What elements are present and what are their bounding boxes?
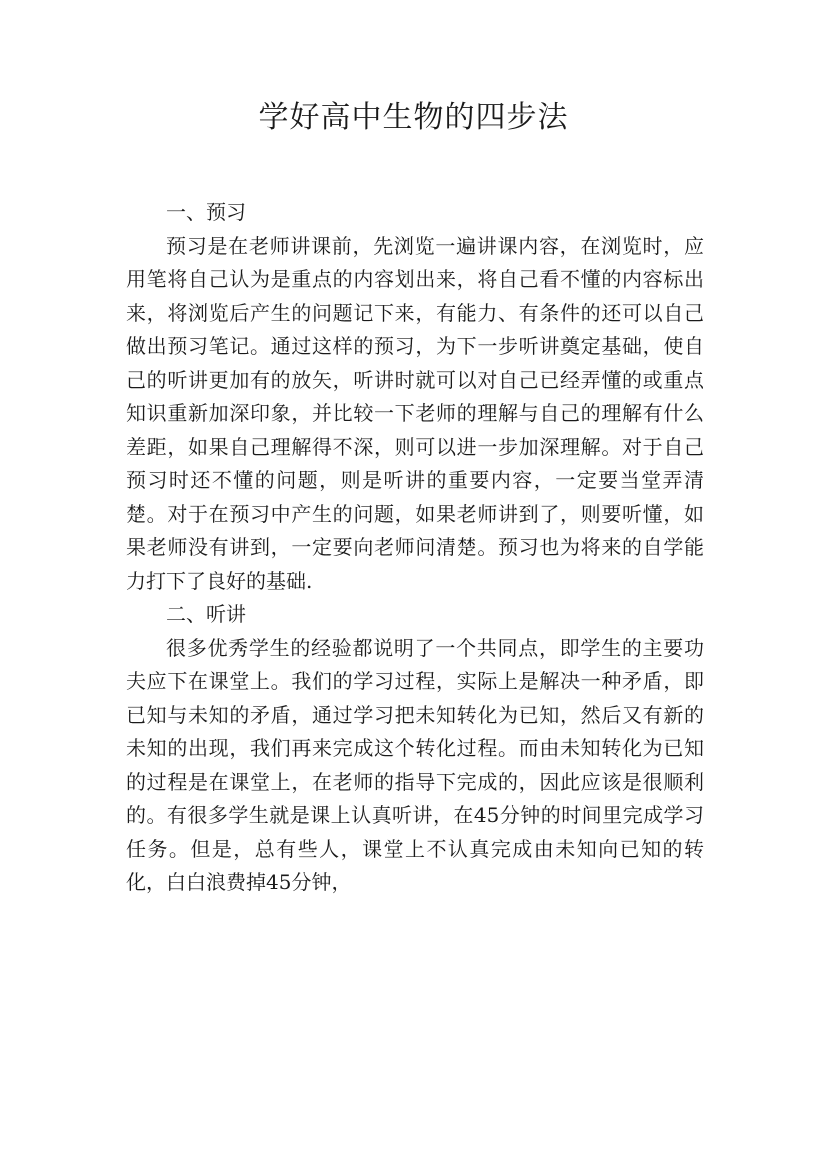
section-heading-preview: 一、预习 [166,200,246,224]
section-paragraph-preview: 预习是在老师讲课前，先浏览一遍讲课内容，在浏览时，应用笔将自己认为是重点的内容划出来，将自己看不懂的内容标出来，将浏览后产生的问题记下来，有能力、有条件的还可以自己做出预习笔记。通过这样的预习，为下一步听讲奠定基础，使自己的听讲更加有的放矢，听讲时就可以对自己已经弄懂的或重点知识重新加深印象，并比较一下老师的理解与自己的理解有什么差距，如果自己理解得不深，则可以进一步加深理解。对于自己预习时还不懂的问题，则是听讲的重要内容，一定要当堂弄清楚。对于在预习中产生的问题，如果老师讲到了，则要听懂，如果老师没有讲到，一定要向老师问清楚。预习也为将来的自学能力打下了良好的基础. [126,233,704,593]
document-title: 学好高中生物的四步法 [258,100,569,135]
document-body [126,196,704,900]
section-paragraph-listening: 很多优秀学生的经验都说明了一个共同点，即学生的主要功夫应下在课堂上。我们的学习过程，实际上是解决一种矛盾，即已知与未知的矛盾，通过学习把未知转化为已知，然后又有新的未知的出现，我们再来完成这个转化过程。而由未知转化为已知的过程是在课堂上，在老师的指导下完成的，因此应该是很顺利的。有很多学生就是课上认真听讲，在45分钟的时间里完成学习任务。但是，总有些人，课堂上不认真完成由未知向已知的转化，白白浪费掉45分钟， [126,635,704,894]
section-heading-listening: 二、听讲 [166,602,246,626]
